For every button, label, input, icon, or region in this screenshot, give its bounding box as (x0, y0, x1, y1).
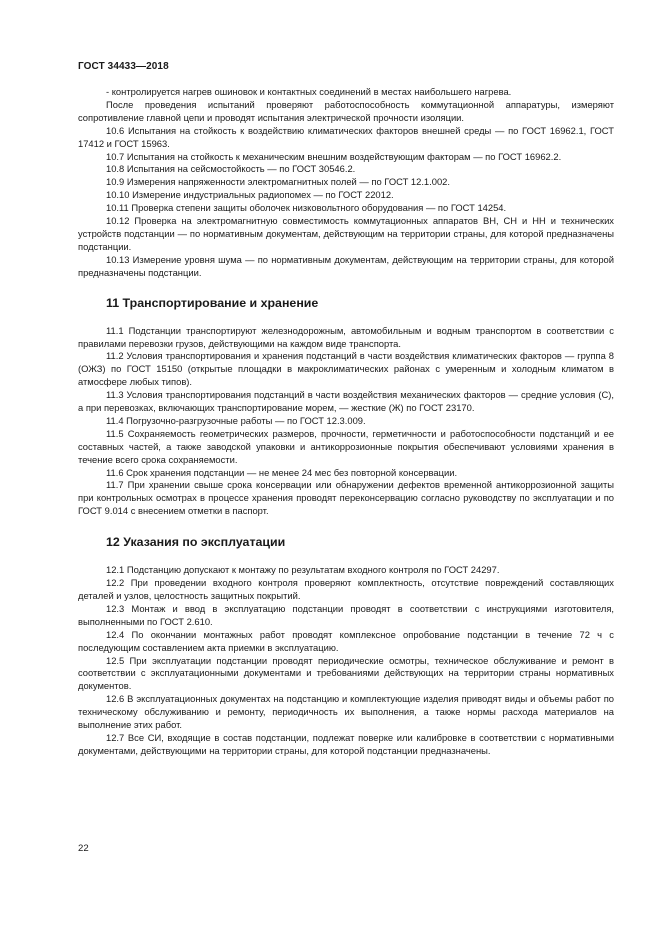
page-number: 22 (78, 843, 89, 854)
paragraph-11-6: 11.6 Срок хранения подстанции — не менее 24 мес без повторной консервации. (106, 466, 458, 478)
paragraph-12-7: 12.7 Все СИ, входящие в состав подстанции, подлежат поверке или калибровке в соответствии с нормативными документами, действующими на территории страны, для которой подстанции предназначены. (78, 731, 614, 756)
paragraph: После проведения испытаний проверяют работоспособность коммутационной аппаратуры, измеряют сопротивление главной цепи и проводят испытания электрической прочности изоляции. (78, 98, 614, 123)
paragraph-10-7: 10.7 Испытания на стойкость к механическим внешним воздействующим факторам — по ГОСТ 16962.2. (106, 150, 562, 162)
paragraph-11-5: 11.5 Сохраняемость геометрических размеров, прочности, герметичности и работоспособности подстанций и ее составных частей, а также заводской упаковки и антикоррозионные покрытия обеспечивают условиями хранения в течение всего срока сохраняемости. (78, 427, 614, 465)
paragraph-11-2: 11.2 Условия транспортирования и хранения подстанций в части воздействия климатических факторов — группа 8 (ОЖЗ) по ГОСТ 15150 (открытые площадки в макроклиматических районах с умеренным и холодным климатом в атмосфере любых типов). (78, 350, 614, 388)
paragraph-10-12: 10.12 Проверка на электромагнитную совместимость коммутационных аппаратов ВН, СН и НН и технических устройств подстанции — по нормативным документам, действующим на территории страны, для которой предназначены подстанции. (78, 215, 614, 252)
paragraph-12-3: 12.3 Монтаж и ввод в эксплуатацию подстанции проводят в соответствии с инструкциями изготовителя, выполненными по ГОСТ 2.610. (78, 602, 614, 627)
paragraph-10-8: 10.8 Испытания на сейсмостойкость — по ГОСТ 30546.2. (106, 163, 356, 175)
section-heading-11: 11 Транспортирование и хранение (106, 295, 319, 310)
paragraph-10-10: 10.10 Измерение индустриальных радиопомех — по ГОСТ 22012. (106, 189, 394, 201)
document-code-header: ГОСТ 34433—2018 (78, 61, 169, 72)
paragraph-11-1: 11.1 Подстанции транспортируют железнодорожным, автомобильным и водным транспортом в соответствии с правилами перевозки грузов, действующими на каждом виде транспорта. (78, 324, 614, 349)
paragraph-10-13: 10.13 Измерение уровня шума — по нормативным документам, действующим на территории страны, для которой предназначены подстанции. (78, 253, 614, 278)
page-content (78, 86, 614, 758)
paragraph-10-9: 10.9 Измерения напряженности электромагнитных полей — по ГОСТ 12.1.002. (106, 176, 450, 188)
paragraph-12-2: 12.2 При проведении входного контроля проверяют комплектность, отсутствие повреждений составляющих деталей и узлов, целостность защитных покрытий. (78, 577, 614, 601)
paragraph-12-6: 12.6 В эксплуатационных документах на подстанцию и комплектующие изделия приводят виды и объемы работ по техническому обслуживанию и ремонту, периодичность их выполнения, а также нормы расхода материалов на выполнение этих работ. (78, 693, 614, 731)
paragraph-11-4: 11.4 Погрузочно-разгрузочные работы — по ГОСТ 12.3.009. (106, 414, 366, 426)
paragraph-12-1: 12.1 Подстанцию допускают к монтажу по результатам входного контроля по ГОСТ 24297. (106, 564, 500, 576)
paragraph-10-11: 10.11 Проверка степени защиты оболочек низковольтного оборудования — по ГОСТ 14254. (106, 202, 507, 214)
paragraph-10-6: 10.6 Испытания на стойкость к воздействию климатических факторов внешней среды — по ГОСТ 16962.1, ГОСТ 17412 и ГОСТ 15963. (78, 124, 614, 149)
paragraph-11-7: 11.7 При хранении свыше срока консервации или обнаружении дефектов временной антикоррозионной защиты при контрольных осмотрах в процессе хранения проводят переконсервацию согласно руководству по эксплуатации и по ГОСТ 9.014 с внесением отметки в паспорт. (78, 479, 614, 517)
section-heading-12: 12 Указания по эксплуатации (106, 535, 286, 550)
paragraph-12-4: 12.4 По окончании монтажных работ проводят комплексное опробование подстанции в течение 72 ч с последующим составлением акта приемки в эксплуатацию. (78, 628, 614, 653)
paragraph-11-3: 11.3 Условия транспортирования подстанций в части воздействия механических факторов — средние условия (С), а при перевозках, включающих транспортирование морем, — жесткие (Ж) по ГОСТ 23170. (78, 389, 614, 414)
paragraph-12-5: 12.5 При эксплуатации подстанции проводят периодические осмотры, техническое обслуживание и ремонт в соответствии с эксплуатационными документами и требованиями действующих на территории страны нормативных документов. (78, 654, 614, 692)
paragraph: - контролируется нагрев ошиновок и контактных соединений в местах наибольшего нагрева. (106, 86, 512, 97)
